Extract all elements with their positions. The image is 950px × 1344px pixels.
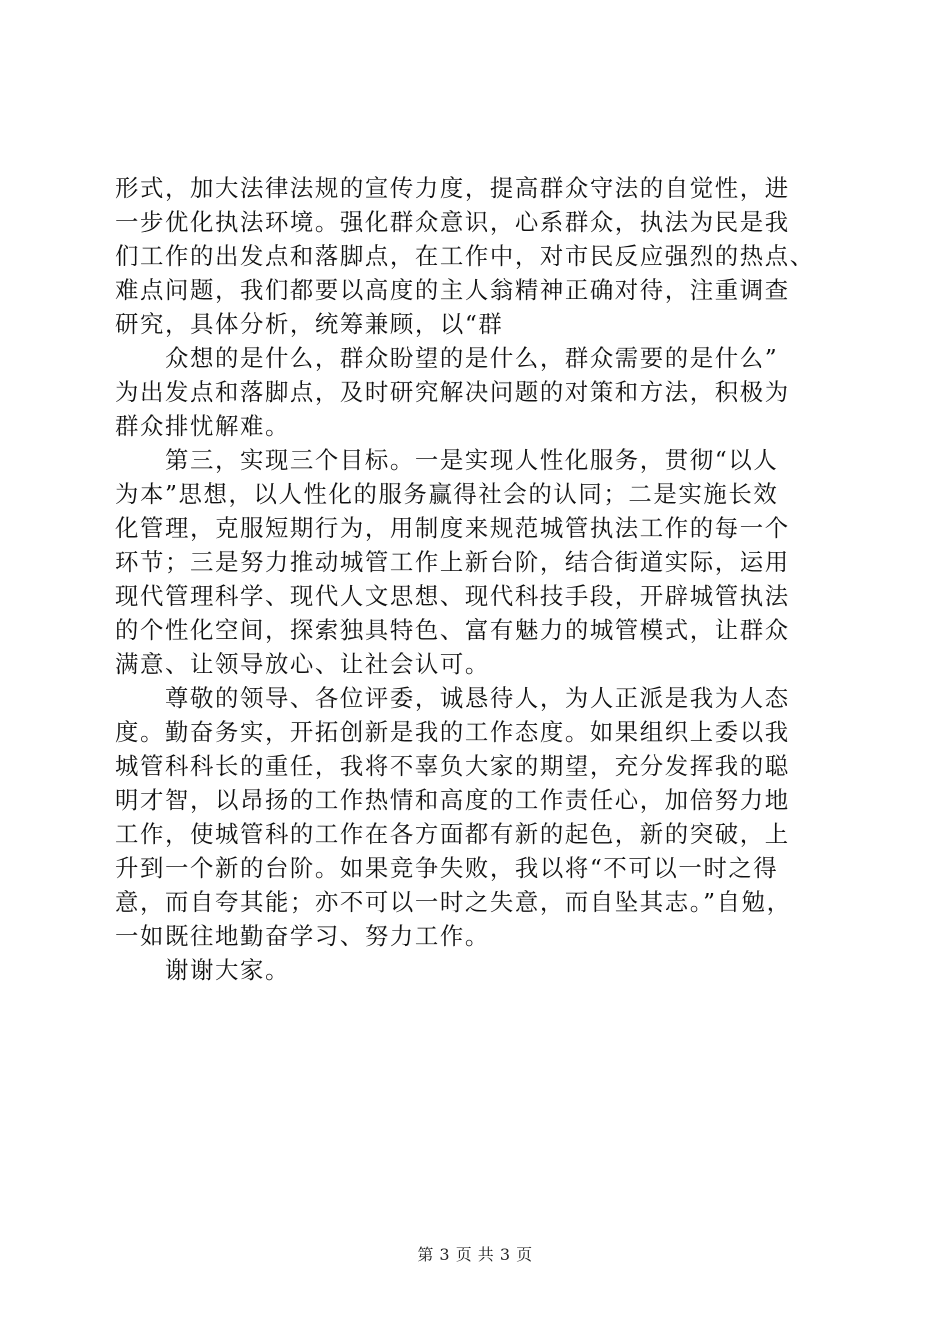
text-line: 明才智，以昂扬的工作热情和高度的工作责任心，加倍努力地 — [115, 786, 790, 814]
text-line: 一如既往地勤奋学习、努力工作。 — [115, 922, 490, 950]
text-line: 为出发点和落脚点，及时研究解决问题的对策和方法，积极为 — [115, 378, 790, 406]
text-line: 们工作的出发点和落脚点，在工作中，对市民反应强烈的热点、 — [115, 242, 815, 270]
text-line: 第三，实现三个目标。一是实现人性化服务，贯彻“以人 — [115, 446, 779, 474]
text-line: 研究，具体分析，统筹兼顾，以“群 — [115, 310, 504, 338]
text-line: 意，而自夸其能；亦不可以一时之失意，而自坠其志。”自勉， — [115, 888, 792, 916]
text-line: 一步优化执法环境。强化群众意识，心系群众，执法为民是我 — [115, 208, 790, 236]
page-number-footer: 第 3 页 共 3 页 — [417, 1245, 533, 1264]
text-line: 环节；三是努力推动城管工作上新台阶，结合街道实际，运用 — [115, 548, 790, 576]
text-line: 工作，使城管科的工作在各方面都有新的起色，新的突破，上 — [115, 820, 790, 848]
text-line: 群众排忧解难。 — [115, 412, 290, 440]
text-line: 的个性化空间，探索独具特色、富有魅力的城管模式，让群众 — [115, 616, 790, 644]
document-body — [115, 171, 840, 987]
text-line: 尊敬的领导、各位评委，诚恳待人，为人正派是我为人态 — [115, 684, 790, 712]
text-line: 满意、让领导放心、让社会认可。 — [115, 650, 490, 678]
text-line: 形式，加大法律法规的宣传力度，提高群众守法的自觉性，进 — [115, 174, 790, 202]
text-line: 谢谢大家。 — [115, 956, 290, 984]
text-line: 难点问题，我们都要以高度的主人翁精神正确对待，注重调查 — [115, 276, 790, 304]
text-line: 升到一个新的台阶。如果竞争失败，我以将“不可以一时之得 — [115, 854, 779, 882]
text-line: 众想的是什么，群众盼望的是什么，群众需要的是什么” — [115, 344, 779, 372]
text-line: 现代管理科学、现代人文思想、现代科技手段，开辟城管执法 — [115, 582, 790, 610]
text-line: 城管科科长的重任，我将不辜负大家的期望，充分发挥我的聪 — [115, 752, 790, 780]
text-line: 化管理，克服短期行为，用制度来规范城管执法工作的每一个 — [115, 514, 790, 542]
text-line: 为本”思想，以人性化的服务赢得社会的认同；二是实施长效 — [115, 480, 779, 508]
text-line: 度。勤奋务实，开拓创新是我的工作态度。如果组织上委以我 — [115, 718, 790, 746]
